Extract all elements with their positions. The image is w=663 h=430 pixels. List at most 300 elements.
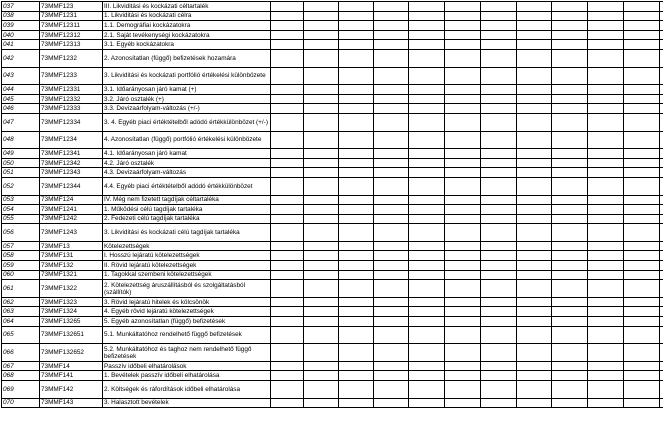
value-cell <box>339 251 374 261</box>
value-cell <box>624 205 660 215</box>
value-cell <box>624 381 660 399</box>
value-cell <box>624 326 660 344</box>
value-cell <box>304 11 339 21</box>
value-cell <box>445 307 481 317</box>
value-cell <box>552 398 588 408</box>
value-cell <box>409 205 445 215</box>
value-cell <box>445 158 481 168</box>
value-cell <box>304 113 339 131</box>
value-cell <box>481 317 517 327</box>
value-cell <box>588 40 624 50</box>
row-code: 73MMF14 <box>40 361 103 371</box>
row-label: 5.2. Munkáltatóhoz és taghoz nem rendelhető függő befizetések <box>103 344 271 362</box>
value-cell <box>304 241 339 251</box>
value-cell <box>304 280 339 298</box>
value-cell <box>409 158 445 168</box>
value-cell <box>552 361 588 371</box>
row-label: II. Rövid lejáratú kötelezettségek <box>103 261 271 271</box>
row-number: 061 <box>2 280 40 298</box>
value-cell <box>271 85 304 95</box>
value-cell <box>624 270 660 280</box>
value-cell <box>552 21 588 31</box>
value-cell <box>481 149 517 159</box>
value-cell <box>517 398 552 408</box>
table-row <box>2 158 663 168</box>
value-cell <box>271 361 304 371</box>
value-cell <box>339 113 374 131</box>
row-label: 3.3. Devizaárfolyam-változás (+/-) <box>103 104 271 114</box>
table-row <box>2 398 663 408</box>
value-cell <box>445 113 481 131</box>
value-cell <box>339 307 374 317</box>
value-cell <box>517 344 552 362</box>
value-cell <box>660 2 663 12</box>
value-cell <box>445 371 481 381</box>
value-cell <box>552 49 588 67</box>
value-cell <box>445 381 481 399</box>
value-cell <box>271 241 304 251</box>
value-cell <box>374 49 409 67</box>
value-cell <box>660 131 663 149</box>
value-cell <box>445 344 481 362</box>
row-number: 040 <box>2 30 40 40</box>
value-cell <box>445 168 481 178</box>
value-cell <box>660 371 663 381</box>
value-cell <box>552 280 588 298</box>
value-cell <box>271 158 304 168</box>
value-cell <box>374 344 409 362</box>
value-cell <box>445 270 481 280</box>
value-cell <box>445 104 481 114</box>
value-cell <box>517 297 552 307</box>
value-cell <box>660 49 663 67</box>
value-cell <box>271 224 304 242</box>
table-row <box>2 11 663 21</box>
value-cell <box>374 104 409 114</box>
row-number: 039 <box>2 21 40 31</box>
value-cell <box>445 251 481 261</box>
value-cell <box>374 158 409 168</box>
value-cell <box>374 131 409 149</box>
value-cell <box>660 261 663 271</box>
value-cell <box>517 317 552 327</box>
value-cell <box>374 251 409 261</box>
value-cell <box>588 149 624 159</box>
value-cell <box>339 149 374 159</box>
value-cell <box>409 371 445 381</box>
value-cell <box>660 158 663 168</box>
value-cell <box>374 317 409 327</box>
row-number: 044 <box>2 85 40 95</box>
row-code: 73MMF1233 <box>40 67 103 85</box>
value-cell <box>624 104 660 114</box>
value-cell <box>481 158 517 168</box>
row-number: 059 <box>2 261 40 271</box>
value-cell <box>481 168 517 178</box>
value-cell <box>552 297 588 307</box>
row-code: 73MMF12312 <box>40 30 103 40</box>
value-cell <box>624 94 660 104</box>
value-cell <box>271 398 304 408</box>
value-cell <box>552 113 588 131</box>
value-cell <box>409 168 445 178</box>
value-cell <box>481 261 517 271</box>
value-cell <box>517 261 552 271</box>
value-cell <box>339 94 374 104</box>
value-cell <box>660 326 663 344</box>
value-cell <box>624 224 660 242</box>
value-cell <box>339 30 374 40</box>
value-cell <box>339 104 374 114</box>
value-cell <box>445 224 481 242</box>
row-code: 73MMF143 <box>40 398 103 408</box>
value-cell <box>409 344 445 362</box>
table-row <box>2 317 663 327</box>
table-row <box>2 224 663 242</box>
row-number: 041 <box>2 40 40 50</box>
row-label: 2. Fedezeti célú tagdíjak tartaléka <box>103 214 271 224</box>
value-cell <box>624 317 660 327</box>
value-cell <box>481 94 517 104</box>
value-cell <box>304 317 339 327</box>
value-cell <box>660 280 663 298</box>
row-label: 3. Rövid lejáratú hitelek és kölcsönök <box>103 297 271 307</box>
value-cell <box>409 398 445 408</box>
value-cell <box>481 251 517 261</box>
row-label: 2. Költségek és ráfordítások időbeli elhatárolása <box>103 381 271 399</box>
value-cell <box>588 307 624 317</box>
value-cell <box>552 40 588 50</box>
row-label: 4.1. Időarányosan járó kamat <box>103 149 271 159</box>
value-cell <box>445 49 481 67</box>
table-row <box>2 371 663 381</box>
value-cell <box>481 297 517 307</box>
value-cell <box>445 149 481 159</box>
value-cell <box>660 195 663 205</box>
row-label: 3. 4. Egyéb piaci értéktételből adódó értékkülönbözet (+/-) <box>103 113 271 131</box>
value-cell <box>624 40 660 50</box>
value-cell <box>374 21 409 31</box>
value-cell <box>552 131 588 149</box>
value-cell <box>588 49 624 67</box>
row-label: 2. Azonosítatlan (függő) befizetések hozamára <box>103 49 271 67</box>
value-cell <box>304 261 339 271</box>
value-cell <box>374 168 409 178</box>
row-code: 73MMF1322 <box>40 280 103 298</box>
value-cell <box>339 326 374 344</box>
table-row <box>2 326 663 344</box>
value-cell <box>339 85 374 95</box>
row-number: 064 <box>2 317 40 327</box>
value-cell <box>517 67 552 85</box>
row-number: 054 <box>2 205 40 215</box>
value-cell <box>517 40 552 50</box>
value-cell <box>304 149 339 159</box>
value-cell <box>445 40 481 50</box>
row-code: 73MMF132652 <box>40 344 103 362</box>
value-cell <box>552 104 588 114</box>
value-cell <box>339 195 374 205</box>
value-cell <box>517 361 552 371</box>
value-cell <box>517 131 552 149</box>
value-cell <box>409 317 445 327</box>
row-code: 73MMF123 <box>40 2 103 12</box>
value-cell <box>374 381 409 399</box>
value-cell <box>481 11 517 21</box>
row-label: 3.2. Járó osztalék (+) <box>103 94 271 104</box>
row-number: 060 <box>2 270 40 280</box>
value-cell <box>271 149 304 159</box>
value-cell <box>304 361 339 371</box>
value-cell <box>304 251 339 261</box>
value-cell <box>304 158 339 168</box>
value-cell <box>624 30 660 40</box>
row-code: 73MMF1243 <box>40 224 103 242</box>
value-cell <box>409 214 445 224</box>
value-cell <box>409 361 445 371</box>
value-cell <box>517 94 552 104</box>
table-row <box>2 177 663 195</box>
value-cell <box>552 85 588 95</box>
value-cell <box>445 67 481 85</box>
value-cell <box>624 131 660 149</box>
value-cell <box>660 67 663 85</box>
value-cell <box>271 168 304 178</box>
value-cell <box>624 344 660 362</box>
value-cell <box>271 297 304 307</box>
value-cell <box>588 177 624 195</box>
value-cell <box>481 361 517 371</box>
value-cell <box>588 205 624 215</box>
value-cell <box>339 158 374 168</box>
row-label: 4. Egyéb rövid lejáratú kötelezettségek <box>103 307 271 317</box>
value-cell <box>339 205 374 215</box>
row-code: 73MMF12343 <box>40 168 103 178</box>
value-cell <box>374 214 409 224</box>
value-cell <box>660 398 663 408</box>
row-code: 73MMF131 <box>40 251 103 261</box>
table-row <box>2 85 663 95</box>
value-cell <box>552 149 588 159</box>
value-cell <box>304 307 339 317</box>
value-cell <box>271 67 304 85</box>
row-label: Passzív időbeli elhatárolások <box>103 361 271 371</box>
value-cell <box>304 2 339 12</box>
value-cell <box>304 224 339 242</box>
row-code: 73MMF1242 <box>40 214 103 224</box>
value-cell <box>660 177 663 195</box>
value-cell <box>374 94 409 104</box>
value-cell <box>552 381 588 399</box>
value-cell <box>624 21 660 31</box>
row-number: 051 <box>2 168 40 178</box>
value-cell <box>271 11 304 21</box>
value-cell <box>552 270 588 280</box>
value-cell <box>552 224 588 242</box>
value-cell <box>304 371 339 381</box>
value-cell <box>481 85 517 95</box>
value-cell <box>660 94 663 104</box>
row-label: 5.1. Munkáltatóhoz rendelhető függő befizetések <box>103 326 271 344</box>
value-cell <box>517 280 552 298</box>
value-cell <box>374 40 409 50</box>
value-cell <box>304 131 339 149</box>
value-cell <box>481 49 517 67</box>
row-number: 049 <box>2 149 40 159</box>
value-cell <box>624 177 660 195</box>
value-cell <box>588 344 624 362</box>
value-cell <box>517 307 552 317</box>
value-cell <box>552 30 588 40</box>
row-code: 73MMF1232 <box>40 49 103 67</box>
value-cell <box>304 195 339 205</box>
value-cell <box>588 168 624 178</box>
value-cell <box>481 344 517 362</box>
value-cell <box>660 113 663 131</box>
value-cell <box>374 270 409 280</box>
table-row <box>2 270 663 280</box>
row-code: 73MMF1324 <box>40 307 103 317</box>
value-cell <box>339 11 374 21</box>
row-number: 056 <box>2 224 40 242</box>
value-cell <box>481 2 517 12</box>
table-row <box>2 297 663 307</box>
value-cell <box>481 280 517 298</box>
value-cell <box>374 224 409 242</box>
value-cell <box>271 270 304 280</box>
value-cell <box>271 49 304 67</box>
value-cell <box>481 224 517 242</box>
value-cell <box>339 214 374 224</box>
value-cell <box>624 11 660 21</box>
value-cell <box>445 21 481 31</box>
value-cell <box>588 361 624 371</box>
value-cell <box>481 67 517 85</box>
value-cell <box>374 2 409 12</box>
value-cell <box>374 361 409 371</box>
value-cell <box>409 131 445 149</box>
row-label: IV. Még nem fizetett tagdíjak céltartaléka <box>103 195 271 205</box>
table-row <box>2 131 663 149</box>
value-cell <box>481 270 517 280</box>
value-cell <box>660 104 663 114</box>
value-cell <box>517 177 552 195</box>
value-cell <box>409 326 445 344</box>
value-cell <box>445 11 481 21</box>
value-cell <box>271 251 304 261</box>
value-cell <box>445 94 481 104</box>
value-cell <box>339 40 374 50</box>
value-cell <box>624 307 660 317</box>
value-cell <box>271 280 304 298</box>
value-cell <box>374 297 409 307</box>
value-cell <box>374 371 409 381</box>
value-cell <box>552 371 588 381</box>
value-cell <box>517 158 552 168</box>
value-cell <box>552 241 588 251</box>
value-cell <box>660 344 663 362</box>
value-cell <box>552 177 588 195</box>
value-cell <box>588 113 624 131</box>
value-cell <box>481 21 517 31</box>
row-code: 73MMF13265 <box>40 317 103 327</box>
value-cell <box>624 261 660 271</box>
row-label: 1. Bevételek passzív időbeli elhatárolása <box>103 371 271 381</box>
value-cell <box>660 241 663 251</box>
value-cell <box>409 251 445 261</box>
value-cell <box>409 224 445 242</box>
value-cell <box>660 205 663 215</box>
value-cell <box>588 326 624 344</box>
value-cell <box>588 371 624 381</box>
row-number: 066 <box>2 344 40 362</box>
table-row <box>2 21 663 31</box>
value-cell <box>409 280 445 298</box>
value-cell <box>517 11 552 21</box>
row-number: 057 <box>2 241 40 251</box>
value-cell <box>271 2 304 12</box>
value-cell <box>374 241 409 251</box>
value-cell <box>517 49 552 67</box>
value-cell <box>339 398 374 408</box>
value-cell <box>304 205 339 215</box>
value-cell <box>481 177 517 195</box>
value-cell <box>409 113 445 131</box>
report-sheet <box>1 1 663 408</box>
row-label: 1. Tagokkal szembeni kötelezettségek <box>103 270 271 280</box>
value-cell <box>445 214 481 224</box>
value-cell <box>552 168 588 178</box>
value-cell <box>588 261 624 271</box>
value-cell <box>374 177 409 195</box>
value-cell <box>304 398 339 408</box>
row-label: III. Likviditási és kockázati céltartalék <box>103 2 271 12</box>
row-label: 3. Halasztott bevételek <box>103 398 271 408</box>
value-cell <box>409 49 445 67</box>
value-cell <box>271 113 304 131</box>
row-code: 73MMF1234 <box>40 131 103 149</box>
row-number: 053 <box>2 195 40 205</box>
value-cell <box>409 85 445 95</box>
value-cell <box>660 381 663 399</box>
table-row <box>2 361 663 371</box>
value-cell <box>339 21 374 31</box>
value-cell <box>339 280 374 298</box>
value-cell <box>339 177 374 195</box>
value-cell <box>374 11 409 21</box>
value-cell <box>660 168 663 178</box>
value-cell <box>409 261 445 271</box>
value-cell <box>481 241 517 251</box>
value-cell <box>271 195 304 205</box>
table-body <box>2 2 663 408</box>
row-code: 73MMF124 <box>40 195 103 205</box>
value-cell <box>588 195 624 205</box>
value-cell <box>409 297 445 307</box>
value-cell <box>409 104 445 114</box>
value-cell <box>304 30 339 40</box>
value-cell <box>588 280 624 298</box>
value-cell <box>271 317 304 327</box>
value-cell <box>552 11 588 21</box>
row-label: 3. Likviditási és kockázati célú tagdíjak tartaléka <box>103 224 271 242</box>
value-cell <box>588 381 624 399</box>
value-cell <box>409 40 445 50</box>
value-cell <box>304 168 339 178</box>
value-cell <box>445 85 481 95</box>
value-cell <box>660 297 663 307</box>
value-cell <box>374 261 409 271</box>
